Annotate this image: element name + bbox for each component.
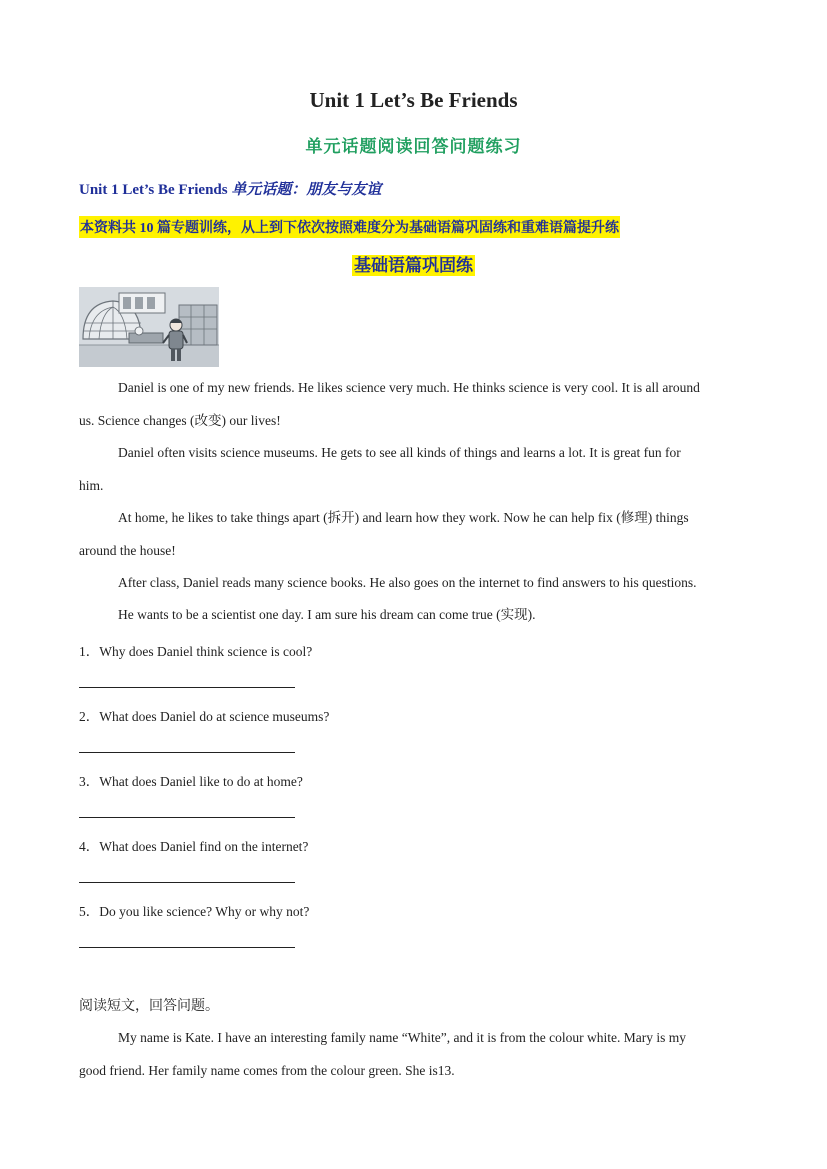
unit-topic-zh: 单元话题：朋友与友谊 bbox=[231, 182, 382, 198]
question-5: 5．Do you like science? Why or why not? bbox=[79, 904, 310, 919]
answer-line-4[interactable] bbox=[79, 882, 295, 883]
answer-line-3[interactable] bbox=[79, 817, 295, 818]
material-notice: 本资料共 10 篇专题训练，从上到下依次按照难度分为基础语篇巩固练和重难语篇提升练 bbox=[79, 216, 620, 238]
passage1-paragraph-1: Daniel is one of my new friends. He likes science very much. He thinks science is very cool. It is all around us. Science changes (改变) our lives! bbox=[79, 380, 700, 428]
page-subtitle: 单元话题阅读回答问题练习 bbox=[305, 137, 522, 156]
unit-topic-en: Unit 1 Let’s Be Friends bbox=[79, 182, 232, 198]
section-heading bbox=[0, 251, 827, 276]
unit-topic bbox=[79, 178, 381, 199]
question-2: 2．What does Daniel do at science museums? bbox=[79, 709, 330, 724]
reading-instruction: 阅读短文，回答问题。 bbox=[79, 999, 219, 1014]
science-museum-illustration bbox=[79, 287, 219, 367]
passage1-paragraph-5: He wants to be a scientist one day. I am sure his dream can come true (实现). bbox=[118, 607, 536, 622]
answer-line-5[interactable] bbox=[79, 947, 295, 948]
section-heading-label: 基础语篇巩固练 bbox=[354, 256, 473, 275]
page-title: Unit 1 Let’s Be Friends bbox=[309, 88, 518, 112]
boy-in-science-museum-icon bbox=[79, 287, 219, 367]
passage1-paragraph-3: At home, he likes to take things apart (拆开) and learn how they work. Now he can help fix (修理) things around the house! bbox=[79, 510, 689, 558]
question-4: 4．What does Daniel find on the internet? bbox=[79, 839, 309, 854]
question-1: 1．Why does Daniel think science is cool? bbox=[79, 644, 313, 659]
answer-line-2[interactable] bbox=[79, 752, 295, 753]
passage1-paragraph-4: After class, Daniel reads many science books. He also goes on the internet to find answers to his questions. bbox=[118, 575, 697, 590]
answer-line-1[interactable] bbox=[79, 687, 295, 688]
passage2-paragraph-1: My name is Kate. I have an interesting family name “White”, and it is from the colour white. Mary is my good friend. Her family name comes from the colour green. She is13. bbox=[79, 1030, 686, 1078]
passage1-paragraph-2: Daniel often visits science museums. He gets to see all kinds of things and learns a lot. It is great fun for him. bbox=[79, 445, 681, 493]
question-3: 3．What does Daniel like to do at home? bbox=[79, 774, 303, 789]
